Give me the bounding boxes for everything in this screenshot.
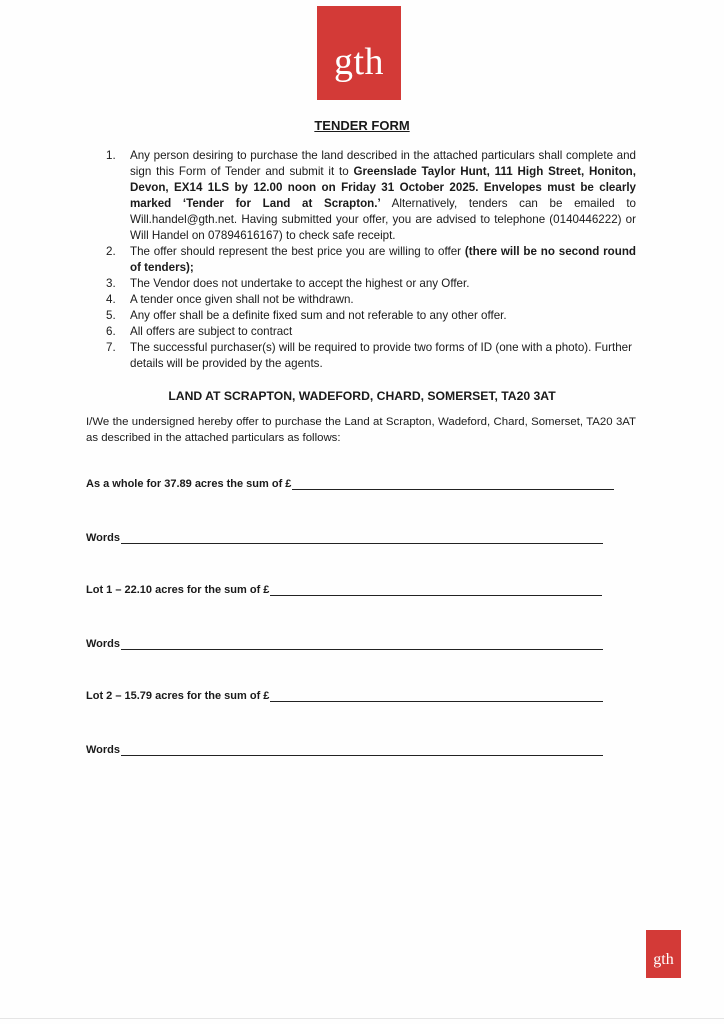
page-bottom-edge xyxy=(0,1018,724,1019)
term-number: 5. xyxy=(106,309,116,322)
offer-statement: I/We the undersigned hereby offer to purchase the Land at Scrapton, Wadeford, Chard, Somerset, TA20 3AT as described in the attached particulars as follows: xyxy=(86,416,636,444)
term-number: 6. xyxy=(106,325,116,338)
term-item xyxy=(106,148,636,244)
term-text-bold: Greenslade Taylor Hunt, 111 High Street, Honiton, Devon, EX14 1LS by 12.00 noon on Friday 31 October 2025. Envelopes must be clearly marked ‘Tender for Land at Scrapton.’ xyxy=(130,165,636,210)
term-text: The successful purchaser(s) will be required to provide two forms of ID (one with a photo). Further details will be provided by the agents. xyxy=(130,341,632,370)
page-title: TENDER FORM xyxy=(314,118,410,133)
term-number: 2. xyxy=(106,245,116,258)
lot2-words-label: Words xyxy=(86,744,121,756)
term-item xyxy=(106,308,636,324)
whole-words-label: Words xyxy=(86,532,121,544)
lot2-words-field xyxy=(86,744,603,756)
property-heading: LAND AT SCRAPTON, WADEFORD, CHARD, SOMERSET, TA20 3AT xyxy=(168,389,556,403)
whole-sum-input-line[interactable] xyxy=(292,480,614,490)
whole-sum-label: As a whole for 37.89 acres the sum of £ xyxy=(86,478,292,490)
gth-logo-bottom-text: gth xyxy=(653,951,674,968)
term-number: 1. xyxy=(106,149,116,162)
term-item xyxy=(106,292,636,308)
lot1-sum-field xyxy=(86,584,602,596)
term-text: All offers are subject to contract xyxy=(130,325,293,338)
lot2-words-input-line[interactable] xyxy=(121,746,603,756)
whole-sum-field xyxy=(86,478,614,490)
lot2-sum-input-line[interactable] xyxy=(270,692,603,702)
term-item xyxy=(106,276,636,292)
term-item xyxy=(106,244,636,276)
lot1-sum-input-line[interactable] xyxy=(270,586,602,596)
term-number: 4. xyxy=(106,293,116,306)
whole-words-input-line[interactable] xyxy=(121,534,603,544)
lot2-sum-field xyxy=(86,690,603,702)
lot1-sum-label: Lot 1 – 22.10 acres for the sum of £ xyxy=(86,584,270,596)
term-item xyxy=(106,324,636,340)
term-text: Any offer shall be a definite fixed sum and not referable to any other offer. xyxy=(130,309,507,322)
lot1-words-label: Words xyxy=(86,638,121,650)
term-number: 7. xyxy=(106,341,116,354)
term-text: The Vendor does not undertake to accept the highest or any Offer. xyxy=(130,277,470,290)
gth-logo-top-text: gth xyxy=(333,41,385,83)
term-text: A tender once given shall not be withdrawn. xyxy=(130,293,354,306)
lot2-sum-label: Lot 2 – 15.79 acres for the sum of £ xyxy=(86,690,270,702)
terms-list xyxy=(106,148,636,372)
gth-logo-top xyxy=(317,6,401,100)
lot1-words-field xyxy=(86,638,603,650)
term-number: 3. xyxy=(106,277,116,290)
term-item xyxy=(106,340,636,372)
term-text: Any person desiring to purchase the land described in the attached particulars shall complete and sign this Form of Tender and submit it to xyxy=(130,149,636,178)
whole-words-field xyxy=(86,532,603,544)
gth-logo-bottom xyxy=(646,930,681,978)
term-text-bold: (there will be no second round of tenders); xyxy=(130,245,636,274)
lot1-words-input-line[interactable] xyxy=(121,640,603,650)
term-text: The offer should represent the best price you are willing to offer xyxy=(130,245,465,258)
term-text: Alternatively, tenders can be emailed to Will.handel@gth.net. Having submitted your offer, you are advised to telephone (0140446222) or Will Handel on 07894616167) to check safe receipt. xyxy=(130,197,636,242)
